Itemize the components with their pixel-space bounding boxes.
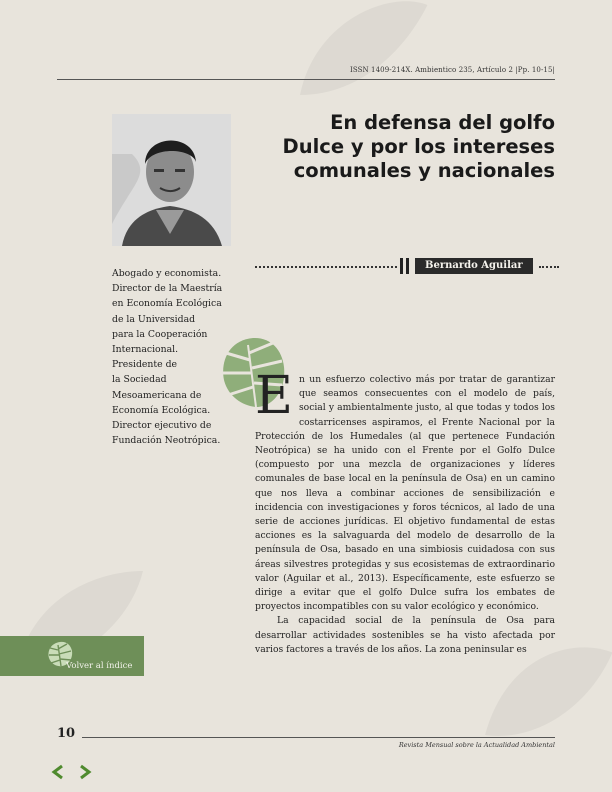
dotted-rule <box>255 266 397 268</box>
bio-line: la Sociedad <box>112 374 167 386</box>
paragraph-text: n un esfuerzo colectivo más por tratar de garantizar que seamos consecuentes con el modelo de país, social y ambientalmente justo, al que todas y todos los costarricenses aspiramos, el Frente Nacional por la Protección de los Humedales (al que pertenece Fundación Neotrópica) se ha unido con el Frente por el Golfo Dulce (compuesto por una mezcla de organizaciones y líderes comunales de base local en la península de Osa) en un camino que nos lleva a combinar acciones de sensibilización e incidencia con investigaciones y foros técnicos, al lado de una serie de acciones jurídicas. El objetivo fundamental de estas acciones es la salvaguarda del modelo de desarrollo de la península de Osa, basado en una simbiosis cuidadosa con sus áreas silvestres protegidas y sus ecosistemas de extraordinario valor (Aguilar et al., 2013). Específicamente, este esfuerzo se dirige a evitar que el golfo Dulce sufra los embates de proyectos incompatibles con su valor ecológico y económico. <box>255 374 555 613</box>
body-paragraph <box>255 366 555 614</box>
background-leaf-icon <box>280 0 440 110</box>
author-byline <box>255 258 560 274</box>
back-to-index-label: Volver al índice <box>66 661 133 671</box>
chevron-right-icon[interactable] <box>77 764 93 780</box>
header-divider <box>57 79 555 80</box>
article-title <box>255 111 555 183</box>
bio-line: Abogado y economista. <box>112 268 222 279</box>
author-name: Bernardo Aguilar <box>415 258 533 274</box>
chevron-left-icon[interactable] <box>50 764 66 780</box>
header-citation: ISSN 1409-214X. Ambientico 235, Artículo 2 |Pp. 10-15| <box>349 66 555 74</box>
bio-line: Presidente de <box>112 359 178 371</box>
title-line: En defensa del golfo <box>330 111 555 134</box>
bio-line: Director de la Maestría <box>112 283 223 295</box>
article-body <box>255 366 555 657</box>
body-paragraph: La capacidad social de la península de Osa para desarrollar actividades sostenibles se ha visto afectada por varios factores a través de los años. La zona peninsular es <box>255 615 555 655</box>
page-navigation <box>50 764 99 780</box>
journal-name: Revista Mensual sobre la Actualidad Ambiental <box>398 741 555 749</box>
bio-line: de la Universidad <box>112 313 196 325</box>
drop-cap: E <box>255 366 293 426</box>
dotted-rule <box>539 266 559 268</box>
bio-line: Internacional. <box>112 344 179 356</box>
title-line: comunales y nacionales <box>293 159 555 182</box>
bio-line: Director ejecutivo de <box>112 420 212 432</box>
bio-line: para la Cooperación <box>112 328 208 340</box>
back-to-index-button[interactable] <box>0 636 144 676</box>
bio-line: en Economía Ecológica <box>112 298 222 310</box>
author-portrait-image <box>112 114 231 246</box>
byline-bars <box>400 258 410 274</box>
page-number: 10 <box>57 726 76 741</box>
bio-line: Mesoamericana de <box>112 389 202 401</box>
bio-line: Fundación Neotrópica. <box>112 435 221 447</box>
bio-line: Economía Ecológica. <box>112 404 211 416</box>
footer-divider <box>82 737 555 738</box>
title-line: Dulce y por los intereses <box>282 135 555 158</box>
author-photo <box>112 114 231 246</box>
